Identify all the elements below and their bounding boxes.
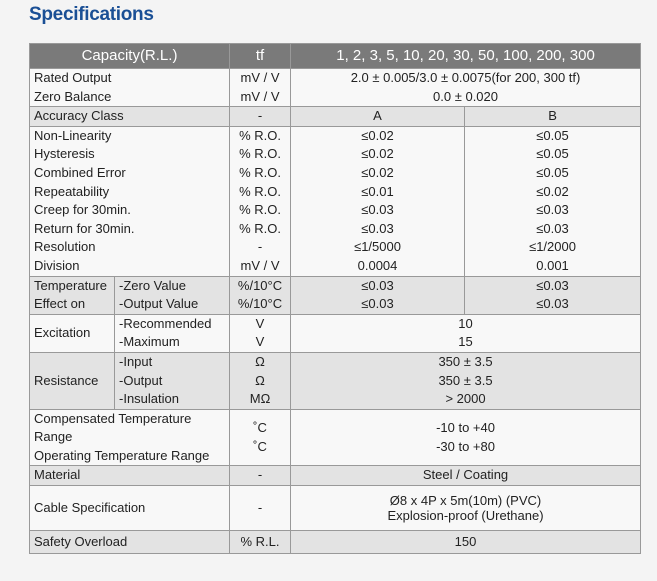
temperature-range-values: [291, 409, 641, 466]
temperature-range-units: [230, 409, 291, 466]
input-unit: Ω: [255, 353, 265, 369]
resolution-label: Resolution: [34, 239, 96, 255]
insulation-label: -Insulation: [119, 391, 179, 407]
resistance-values: [291, 352, 641, 409]
table-row-excitation: [30, 314, 641, 352]
insulation-unit: MΩ: [249, 391, 271, 407]
output-value-b: ≤0.03: [536, 296, 569, 312]
resistance-units: [230, 352, 291, 409]
non-linearity-b: ≤0.05: [536, 127, 569, 143]
temperature-range-labels: [30, 409, 230, 466]
performance-labels: [30, 126, 230, 276]
accuracy-label: Accuracy Class: [30, 107, 230, 127]
overload-value: 150: [291, 531, 641, 554]
temperature-class-a: [291, 276, 465, 314]
resistance-label: Resistance: [30, 352, 115, 409]
repeatability-a: ≤0.01: [361, 183, 394, 199]
accuracy-unit: -: [230, 107, 291, 127]
zero-value-b: ≤0.03: [536, 277, 569, 293]
return-unit: % R.O.: [239, 220, 281, 236]
recommended-value: 10: [458, 315, 473, 331]
performance-class-a: [291, 126, 465, 276]
temperature-label: Temperature: [34, 277, 107, 293]
table-row-output: [30, 69, 641, 107]
table-header-row: [30, 44, 641, 69]
maximum-value: 15: [458, 334, 473, 350]
combined-error-b: ≤0.05: [536, 164, 569, 180]
non-linearity-unit: % R.O.: [239, 127, 281, 143]
table-row-accuracy: [30, 107, 641, 127]
table-row-performance: [30, 126, 641, 276]
table-row-overload: [30, 531, 641, 554]
output-units: [230, 69, 291, 107]
compensated-range-label: Compensated Temperature Range: [34, 410, 192, 445]
specifications-table: [29, 43, 641, 554]
hysteresis-label: Hysteresis: [34, 146, 95, 162]
accuracy-class-b: B: [465, 107, 641, 127]
division-b: 0.001: [536, 257, 569, 273]
repeatability-unit: % R.O.: [239, 183, 281, 199]
repeatability-label: Repeatability: [34, 183, 110, 199]
output-value-label: -Output Value: [119, 296, 199, 312]
hysteresis-b: ≤0.05: [536, 146, 569, 162]
zero-balance-value: 0.0 ± 0.020: [433, 88, 498, 104]
capacity-values-header: 1, 2, 3, 5, 10, 20, 30, 50, 100, 200, 300: [291, 44, 641, 69]
rated-output-label: Rated Output: [34, 70, 112, 85]
table-row-material: [30, 466, 641, 486]
resistance-sub-labels: [115, 352, 230, 409]
return-label: Return for 30min.: [34, 220, 135, 236]
performance-class-b: [465, 126, 641, 276]
division-a: 0.0004: [357, 257, 398, 273]
operating-range-unit: ˚C: [253, 438, 267, 454]
cable-label: Cable Specification: [30, 486, 230, 531]
overload-unit: % R.L.: [230, 531, 291, 554]
cable-explosion-proof-value: Explosion-proof (Urethane): [387, 508, 544, 524]
combined-error-unit: % R.O.: [239, 164, 281, 180]
maximum-label: -Maximum: [119, 334, 180, 350]
division-label: Division: [34, 257, 80, 273]
input-label: -Input: [119, 353, 153, 369]
zero-value-unit: %/10°C: [237, 277, 283, 293]
overload-label: Safety Overload: [30, 531, 230, 554]
hysteresis-a: ≤0.02: [361, 146, 394, 162]
combined-error-a: ≤0.02: [361, 164, 394, 180]
material-label: Material: [30, 466, 230, 486]
hysteresis-unit: % R.O.: [239, 146, 281, 162]
material-unit: -: [230, 466, 291, 486]
output-value-unit: %/10°C: [237, 296, 283, 312]
recommended-unit: V: [255, 315, 265, 331]
zero-balance-unit: mV / V: [240, 88, 280, 104]
creep-label: Creep for 30min.: [34, 202, 131, 218]
compensated-range-unit: ˚C: [253, 419, 267, 435]
non-linearity-a: ≤0.02: [361, 127, 394, 143]
unit-header: tf: [230, 44, 291, 69]
temperature-class-b: [465, 276, 641, 314]
output-value: 350 ± 3.5: [438, 372, 493, 388]
compensated-range-value: -10 to +40: [436, 419, 495, 435]
rated-output-unit: mV / V: [240, 70, 280, 85]
temperature-sub-labels: [115, 276, 230, 314]
resolution-unit: -: [257, 239, 263, 255]
output-labels: [30, 69, 230, 107]
division-unit: mV / V: [240, 257, 280, 273]
table-row-resistance: [30, 352, 641, 409]
rated-output-value: 2.0 ± 0.005/3.0 ± 0.0075(for 200, 300 tf): [350, 70, 581, 85]
creep-unit: % R.O.: [239, 202, 281, 218]
cable-values: [291, 486, 641, 531]
output-value-a: ≤0.03: [361, 296, 394, 312]
repeatability-b: ≤0.02: [536, 183, 569, 199]
output-values: [291, 69, 641, 107]
insulation-value: > 2000: [445, 391, 486, 407]
excitation-values: [291, 314, 641, 352]
recommended-label: -Recommended: [119, 315, 212, 331]
operating-range-label: Operating Temperature Range: [34, 447, 210, 463]
accuracy-class-a: A: [291, 107, 465, 127]
creep-a: ≤0.03: [361, 202, 394, 218]
capacity-header: Capacity(R.L.): [30, 44, 230, 69]
return-a: ≤0.03: [361, 220, 394, 236]
output-unit: Ω: [255, 372, 265, 388]
operating-range-value: -30 to +80: [436, 438, 495, 454]
zero-value-label: -Zero Value: [119, 277, 186, 293]
zero-value-a: ≤0.03: [361, 277, 394, 293]
temperature-units: [230, 276, 291, 314]
excitation-units: [230, 314, 291, 352]
effect-on-label: Effect on: [34, 296, 86, 312]
table-row-temperature-effect: [30, 276, 641, 314]
cable-pvc-value: Ø8 x 4P x 5m(10m) (PVC): [389, 493, 542, 509]
zero-balance-label: Zero Balance: [34, 88, 112, 104]
page-title: Specifications: [29, 4, 154, 25]
material-value: Steel / Coating: [291, 466, 641, 486]
return-b: ≤0.03: [536, 220, 569, 236]
temperature-effect-label: [30, 276, 115, 314]
non-linearity-label: Non-Linearity: [34, 127, 112, 143]
table-row-temperature-range: [30, 409, 641, 466]
input-value: 350 ± 3.5: [438, 353, 493, 369]
excitation-label: Excitation: [30, 314, 115, 352]
combined-error-label: Combined Error: [34, 164, 126, 180]
output-label: -Output: [119, 372, 163, 388]
performance-units: [230, 126, 291, 276]
resolution-a: ≤1/5000: [354, 239, 401, 255]
cable-unit: -: [230, 486, 291, 531]
creep-b: ≤0.03: [536, 202, 569, 218]
maximum-unit: V: [255, 334, 265, 350]
table-row-cable: [30, 486, 641, 531]
excitation-sub-labels: [115, 314, 230, 352]
resolution-b: ≤1/2000: [529, 239, 576, 255]
